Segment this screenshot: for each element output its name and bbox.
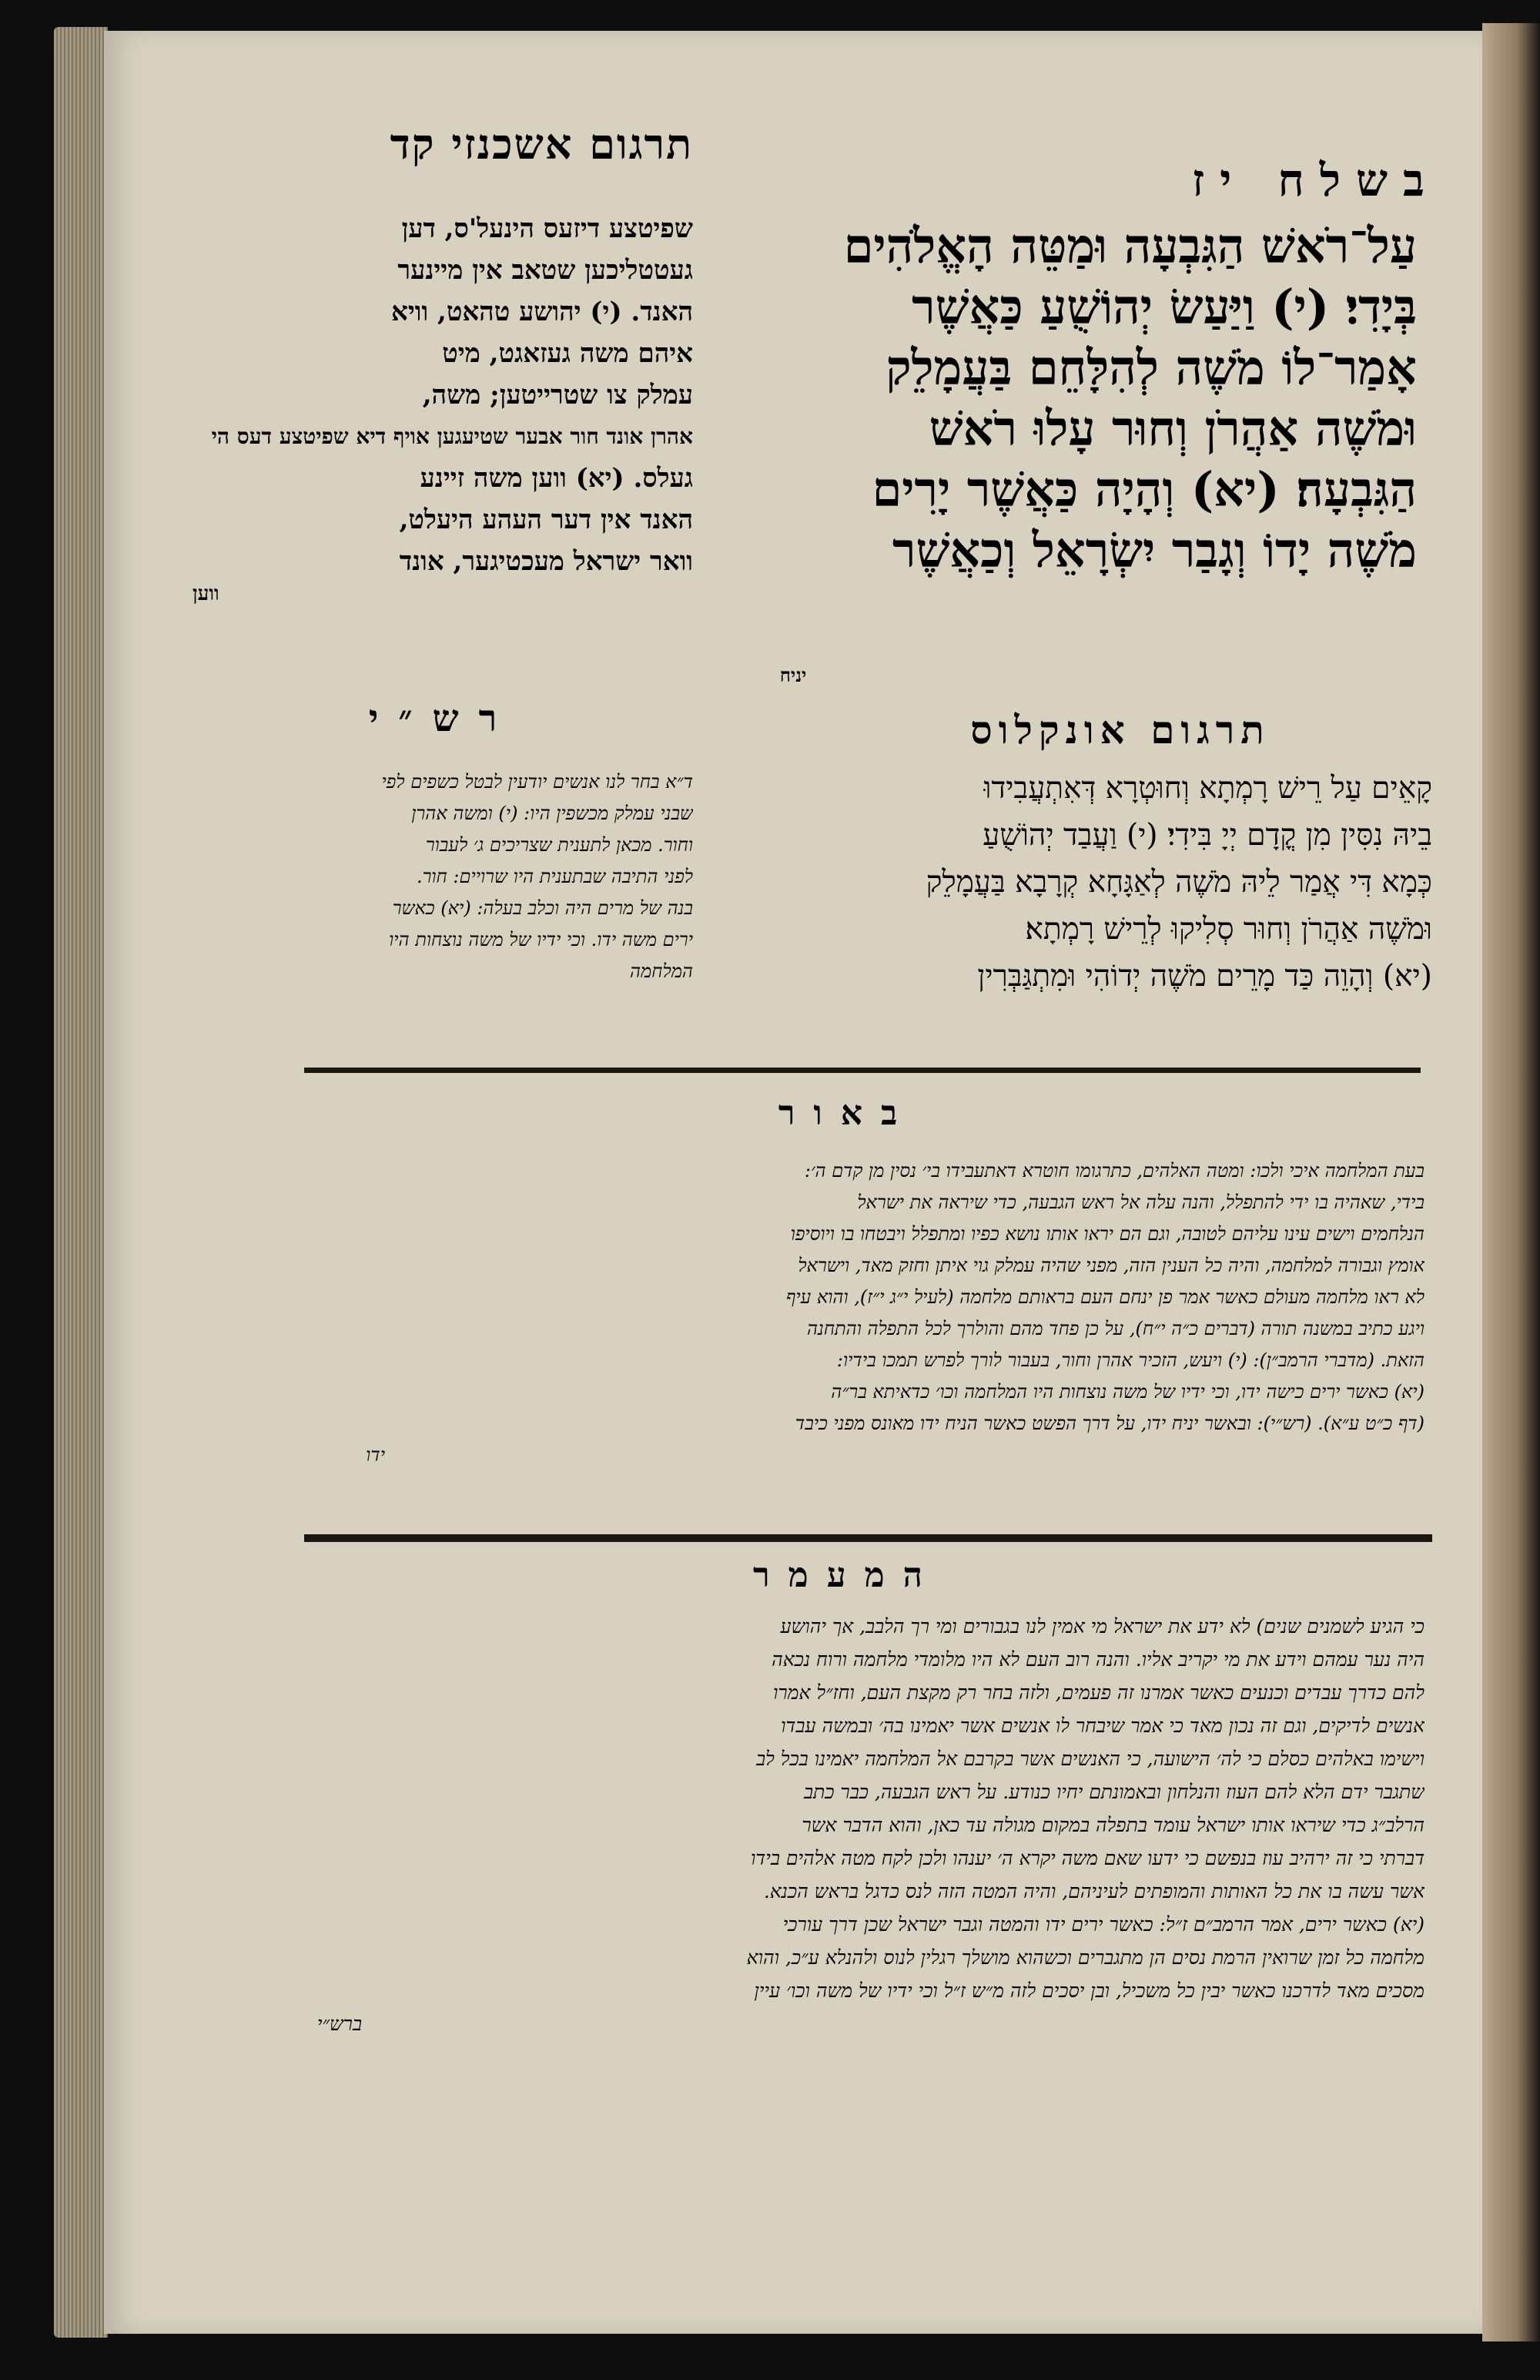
meamar-line: וישימו באלהים כסלם כי לה׳ הישועה, כי האנשים אשר בקרבם אל המלחמה יאמינו בכל לב (756, 1748, 1424, 1770)
biur-line: (יא) כאשר ירים כישה ידו, וכי ידיו של משה נוצחות היו המלחמה וכו׳ כדאיתא בר״ה (831, 1381, 1424, 1403)
yiddish-catchword: ווען (192, 582, 219, 605)
yiddish-line: וואר ישראל מעכטיגער, אונד (399, 546, 693, 577)
onkelos-translation (816, 765, 1432, 1000)
onkelos-line: וּמֹשֶׁה אַהֲרֹן וְחוּר סְלִיקוּ לְרֵישׁ רָמְתָא׃ (1025, 912, 1432, 947)
rashi-line: לפני התיבה שבתענית היו שרויים: חור. (416, 866, 693, 887)
meamar-line: היה נער עמהם וידע את מי יקריב אליו. והנה רוב העם לא היו מלומדי מלחמה ורוח נכאה (772, 1648, 1424, 1671)
biur-commentary (293, 1155, 1424, 1471)
yiddish-line: האנד. (י) יהושע טהאט, וויא (391, 297, 693, 327)
meamar-line: ברש״י (316, 2013, 362, 2035)
meamar-line: (יא) כאשר ירים, אמר הרמב״ם ז״ל: כאשר ירים ידו והמטה וגבר ישראל שכן דרך עורכי (782, 1913, 1424, 1936)
onkelos-line: (יא) וְהָוֵה כַּד מָרֵים מֹשֶׁה יְדוֹהִי וּמִתְגַּבְּרִין (977, 959, 1432, 994)
yiddish-line: עמלק צו שטרייטען; משה, (422, 380, 693, 411)
book-page-stack (54, 27, 108, 2338)
meamar-line: להם כדרך עבדים וכנעים כאשר אמרנו זה פעמים, ולזה בחר רק מקצת העם, וחז״ל אמרו (772, 1681, 1424, 1704)
meamar-heading: המעמר (753, 1556, 941, 1595)
catchword: יניח (779, 664, 807, 686)
rashi-line: ירים משה ידו. וכי ידיו של משה נוצחות היו (389, 929, 693, 950)
rashi-heading: רש״י (368, 697, 517, 740)
yiddish-line: געטטליכען שטאב אין מיינער (397, 255, 693, 286)
biur-line: (דף כ״ט ע״א). (רש״י): ובאשר יניח ידו, על דרך הפשט כאשר הניח ידו מאונס מפני כיבד (795, 1413, 1424, 1434)
meamar-line: אנשים לדיקים, וגם זה נכון מאד כי אמר שיבחר לו אנשים אשר יאמינו בה׳ ובמשה עבדו (781, 1715, 1424, 1737)
meamar-line: כי הגיע לשמנים שנים) לא ידע את ישראל מי אמין לנו בגבורים ומי רך הלבב, אך יהושע (780, 1615, 1424, 1638)
meamar-line: שתגבר ידם הלא להם העוז והנלחון ובאמונתם יחיו כנודע. על ראש הגבעה, כבר כתב (803, 1781, 1424, 1803)
meamar-line: הרלב״ג כדי שיראו אותו ישראל עומד בתפלה במקום מגולה עד כאן, והוא הדבר אשר (802, 1814, 1424, 1836)
biur-line: בעת המלחמה איכי ולכו: ומטה האלהים, כתרגומו חוטרא דאתעבידו בי׳ נסין מן קדם ה׳: (804, 1160, 1424, 1182)
biur-line: בידי, שאהיה בו ידי להתפלל, והנה עלה אל ראש הגבעה, כדי שיראה את ישראל (857, 1192, 1424, 1213)
hebrew-line: הַגִּבְעָה׃ (יא) וְהָיָה כַּאֲשֶׁר יָרִים (872, 461, 1417, 518)
hebrew-line: עַל־רֹאשׁ הַגִּבְעָה וּמַטֵּה הָאֱלֹהִים (843, 218, 1417, 274)
rashi-line: ד״א בחר לנו אנשים יודעין לבטל כשפים לפי (381, 771, 693, 793)
yiddish-line: געלס. (יא) ווען משה זיינע (420, 463, 693, 494)
hebrew-line: וּמֹשֶׁה אַהֲרֹן וְחוּר עָלוּ רֹאשׁ (929, 401, 1417, 457)
biur-heading: באור (778, 1094, 916, 1133)
meamar-line: מלחמה כל זמן שרואין הרמת נסים הן מתגברים וכשהוא מושלך רגלין לנוס ולהנלא ע״כ, והוא (746, 1946, 1424, 1969)
rashi-line: המלחמה (629, 960, 693, 982)
yiddish-line: אהרן אונד חור אבער שטיעגען אויף דיא שפיטצע דעס הי (211, 424, 693, 449)
onkelos-line: קָאֵים עַל רֵישׁ רָמְתָא וְחוּטְרָא דְּאִתְעֲבִידוּ (983, 771, 1432, 806)
hebrew-line: בְּיָדִי׃ (י) וַיַּעַשׂ יְהוֹשֻׁעַ כַּאֲשֶׁר (912, 279, 1417, 335)
yiddish-line: איהם משה געזאגט, מיט (442, 338, 693, 369)
onkelos-line: בֵיהּ נִסִּין מִן קֳדָם יְיָ בִּידִי׃ (י) וַעֲבַד יְהוֹשֻׁעַ (983, 818, 1432, 853)
yiddish-line: שפיטצע דיזעס הינעל'ס, דען (401, 213, 693, 244)
meamar-line: דברתי כי זה ירהיב עוז בנפשם כי ידעו שאם משה יקרא ה׳ יענהו ולכן לקח מטה אלהים בידו (751, 1847, 1424, 1869)
rashi-commentary (192, 766, 693, 987)
onkelos-line: כְּמָא דִּי אֲמַר לֵיהּ מֹשֶׁה לְאַגָּחָא קְרָבָא בַּעֲמָלֵק (926, 865, 1432, 900)
section-divider (304, 1534, 1432, 1542)
biur-line: הנלחמים וישים עינו עליהם לטובה, וגם הם יראו אותו נושא כפיו ומתפלל ויבטחו בו ויוסיפו (790, 1223, 1424, 1245)
hebrew-text (716, 216, 1417, 581)
meamar-line: מסכים מאד לדרכנו כאשר יבין כל משכיל, ובן יסכים לזה מ״ש ז״ל וכי ידיו של משה וכו׳ עיין (754, 1979, 1424, 2002)
biur-line: הזאת. (מדברי הרמב״ן): (י) ויעש, הזכיר אהרן וחור, בעבור לורך לפרש תמכו בידיו: (836, 1349, 1424, 1371)
yiddish-line: האנד אין דער העהע היעלט, (399, 504, 693, 535)
biur-line: ויגע כתיב במשנה תורה (דברים כ״ה י״ח), על כן פחד מהם והולרך לכל התפלה והתחנה (806, 1318, 1424, 1339)
book-binding-edge (1482, 23, 1540, 2341)
biur-line: ידו (366, 1444, 385, 1466)
onkelos-heading: תרגום אונקלוס (970, 707, 1270, 753)
biur-line: לא ראו מלחמה מעולם כאשר אמר פן ינחם העם בראותם מלחמה (לעיל י״ג י״ז), והוא עיף (785, 1286, 1424, 1308)
running-title-right: בשלח יז (1191, 154, 1440, 206)
hebrew-line: אָמַר־לוֹ מֹשֶׁה לְהִלָּחֵם בַּעֲמָלֵק (886, 340, 1417, 396)
meamar-line: אשר עשה בו את כל האותות והמופתים לעיניהם, והיה המטה הזה לנס כדגל בראש הכנא. (763, 1880, 1424, 1902)
section-divider (304, 1068, 1421, 1073)
rashi-line: בנה של מרים היה וכלב בעלה: (יא) כאשר (392, 897, 693, 919)
yiddish-translation (192, 208, 693, 605)
biur-line: אומץ וגבורה למלחמה, והיה כל הענין הזה, מפני שהיה עמלק גוי איתן וחזק מאד, וישראל (798, 1255, 1424, 1276)
meamar-commentary (254, 1610, 1424, 2040)
rashi-line: שבני עמלק מכשפין היו: (י) ומשה אהרן (411, 803, 693, 824)
rashi-line: וחור. מכאן לתענית שצריכים ג׳ לעבור (425, 834, 693, 856)
hebrew-line: מֹשֶׁה יָדוֹ וְגָבַר יִשְׂרָאֵל וְכַאֲשֶׁר (892, 522, 1417, 578)
running-title-left: תרגום אשכנזי קד (390, 119, 693, 169)
